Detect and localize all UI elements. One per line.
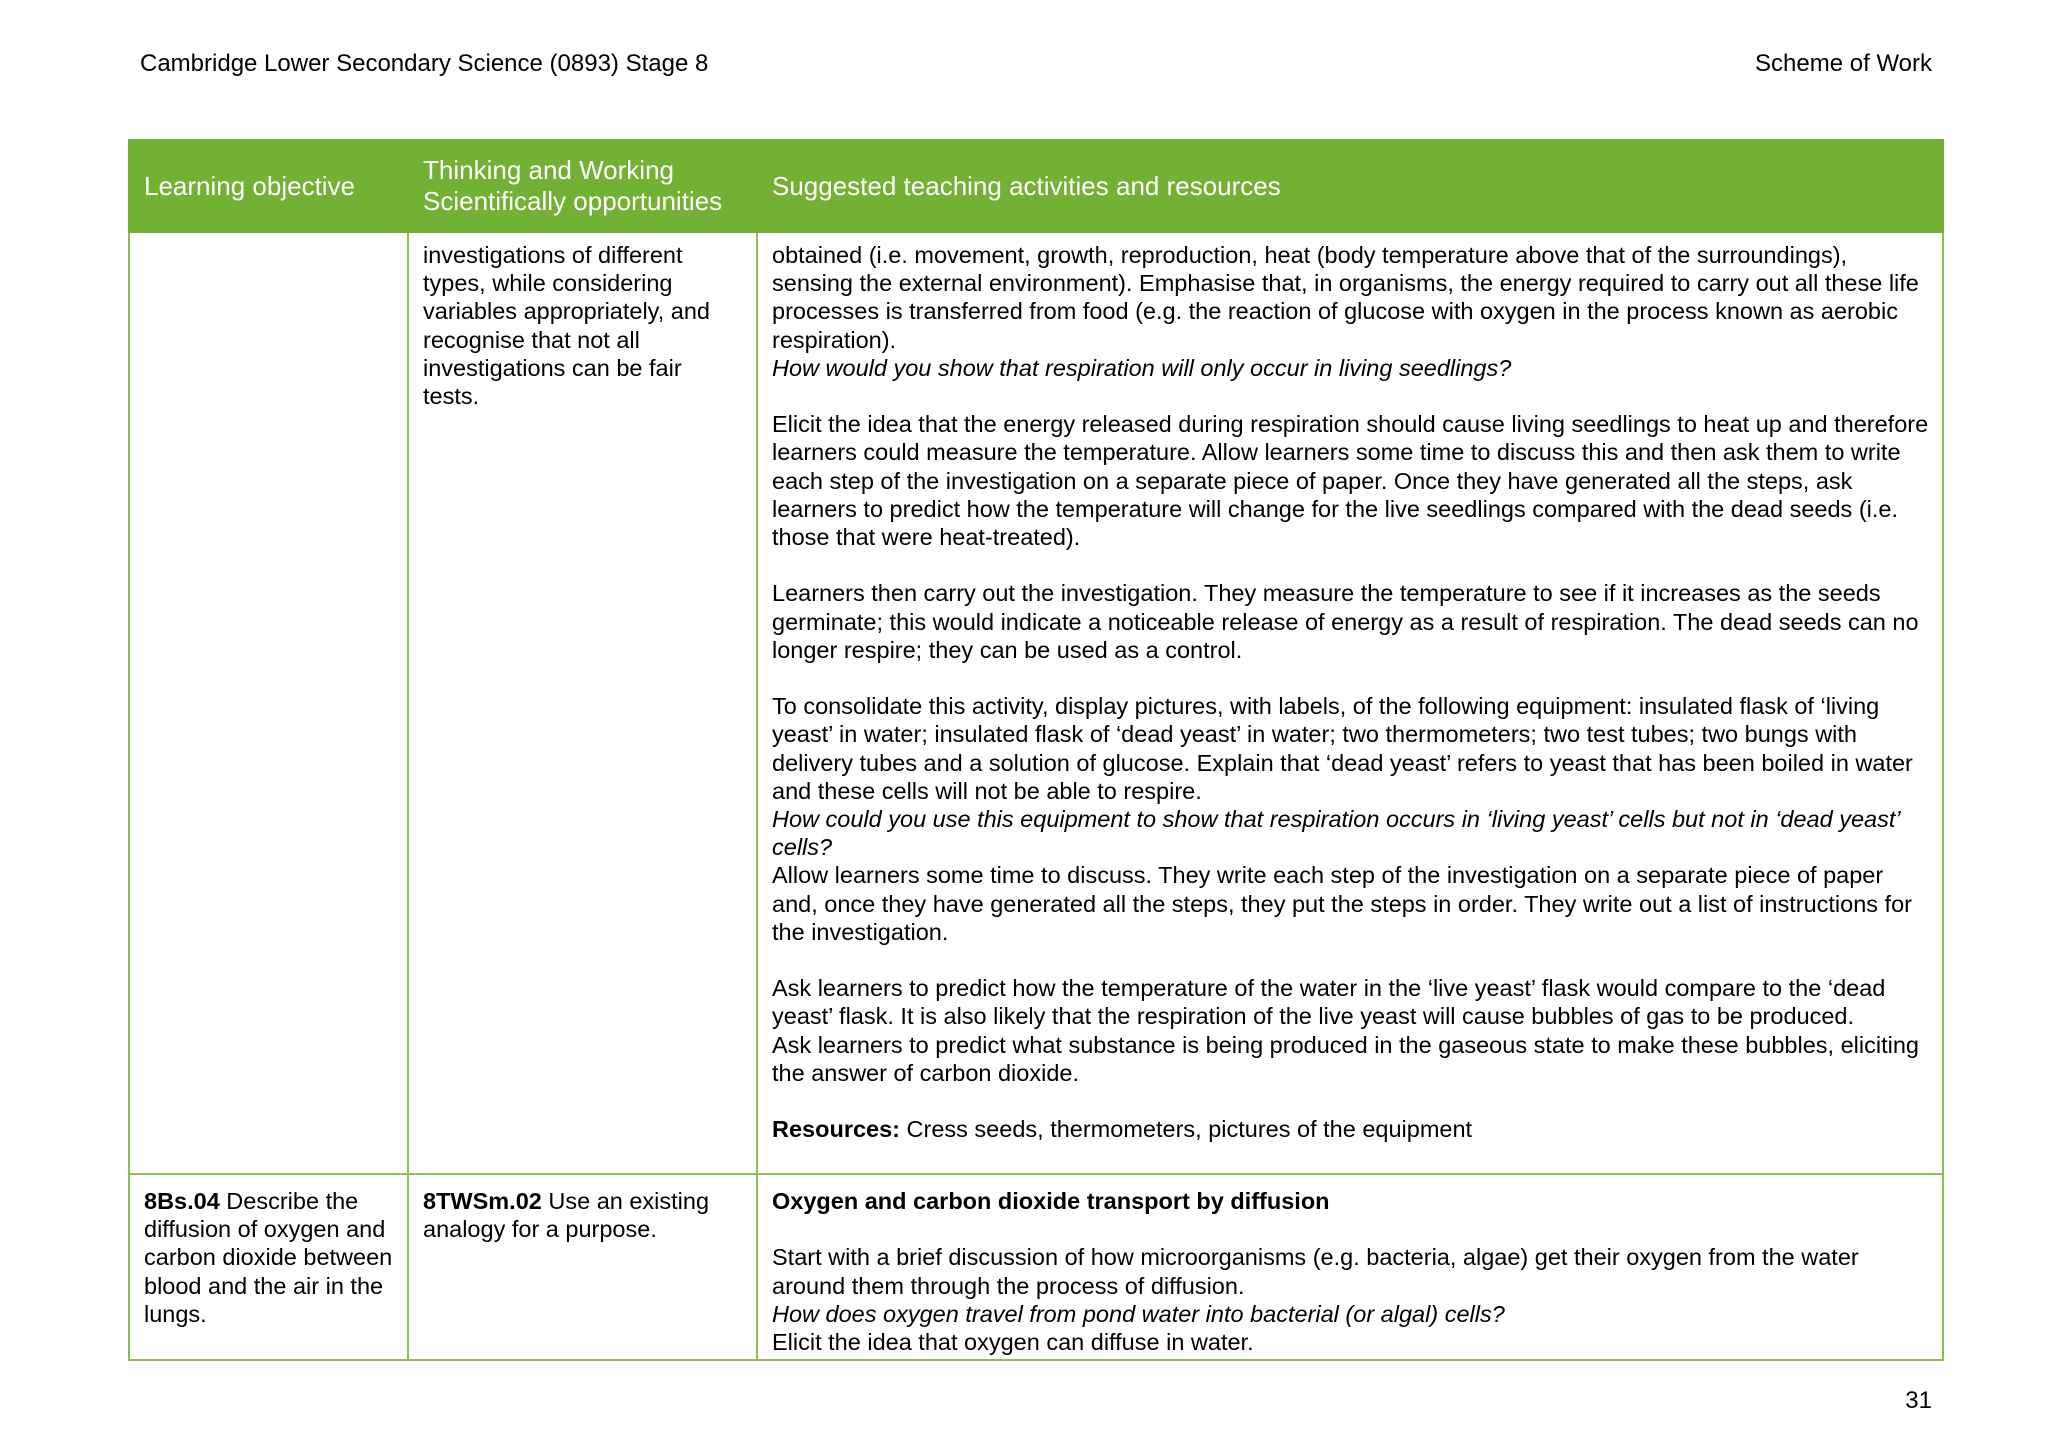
activities-cell: [757, 232, 1943, 1174]
table-header-row: [129, 140, 1943, 232]
learning-objective-cell: [129, 232, 408, 1174]
twso-cell: [408, 1174, 757, 1360]
learning-objective-text: Describe the diffusion of oxygen and carbon dioxide between blood and the air in the lungs.: [144, 1188, 393, 1327]
activity-paragraph: [772, 579, 1930, 664]
learning-objective-cell: [129, 1174, 408, 1360]
activity-text: obtained (i.e. movement, growth, reproduction, heat (body temperature above that of the surroundings), sensing the external environment). Emphasise that, in organisms, the energy required to carry out all these life processes is transferred from food (e.g. the reaction of glucose with oxygen in the process known as aerobic respiration).: [772, 242, 1919, 353]
activity-paragraph: [772, 410, 1930, 551]
twso-cell: [408, 232, 757, 1174]
key-question: How could you use this equipment to show that respiration occurs in ‘living yeast’ cells but not in ‘dead yeast’ cells?: [772, 806, 1900, 861]
activities-cell: [757, 1174, 1943, 1360]
column-header-learning-objective: Learning objective: [129, 140, 408, 232]
activity-text: Learners then carry out the investigation. They measure the temperature to see if it increases as the seeds germinate; this would indicate a noticeable release of energy as a result of respiration. The dead seeds can no longer respire; they can be used as a control.: [772, 580, 1919, 663]
activity-text: Ask learners to predict what substance is being produced in the gaseous state to make these bubbles, eliciting the answer of carbon dioxide.: [772, 1031, 1919, 1086]
activity-paragraph: [772, 692, 1930, 946]
page-number: 31: [1905, 1387, 1932, 1414]
activity-text: To consolidate this activity, display pictures, with labels, of the following equipment: insulated flask of ‘living yeast’ in water; insulated flask of ‘dead yeast’ in water; two thermometers; two test tubes; two bungs with delivery tubes and a solution of glucose. Explain that ‘dead yeast’ refers to yeast that has been boiled in water and these cells will not be able to respire.: [772, 693, 1913, 804]
document-type: Scheme of Work: [1755, 50, 1932, 77]
twso-text: Use an existing analogy for a purpose.: [423, 1188, 710, 1243]
activity-text: Elicit the idea that the energy released during respiration should cause living seedlings to heat up and therefore learners could measure the temperature. Allow learners some time to discuss this and then ask them to write each step of the investigation on a separate piece of paper. Once they have generated all the steps, ask learners to predict how the temperature will change for the live seedlings compared with the dead seeds (i.e. those that were heat-treated).: [772, 411, 1929, 551]
activity-paragraph: [772, 974, 1930, 1087]
key-question: How does oxygen travel from pond water into bacterial (or algal) cells?: [772, 1300, 1505, 1327]
twso-text: investigations of different types, while considering variables appropriately, and recognise that not all investigations can be fair tests.: [423, 242, 710, 410]
scheme-of-work-table: [128, 139, 1944, 1361]
table-row: [129, 1174, 1943, 1360]
resources-text: Cress seeds, thermometers, pictures of the equipment: [900, 1116, 1473, 1143]
column-header-activities: Suggested teaching activities and resources: [757, 140, 1943, 232]
activity-text: Elicit the idea that oxygen can diffuse in water.: [772, 1329, 1254, 1355]
page-header: [140, 48, 1932, 80]
learning-objective-code: 8Bs.04: [144, 1188, 220, 1214]
activity-paragraph: [772, 241, 1930, 382]
activity-heading: Oxygen and carbon dioxide transport by diffusion: [772, 1188, 1330, 1214]
column-header-twso: Thinking and Working Scientifically opportunities: [408, 140, 757, 232]
document-title: Cambridge Lower Secondary Science (0893) Stage 8: [140, 50, 709, 77]
activity-text: Allow learners some time to discuss. They write each step of the investigation on a separate piece of paper and, once they have generated all the steps, they put the steps in order. They write out a list of instructions for the investigation.: [772, 862, 1912, 945]
resources-label: Resources:: [772, 1116, 900, 1143]
activity-text: Ask learners to predict how the temperature of the water in the ‘live yeast’ flask would compare to the ‘dead yeast’ flask. It is also likely that the respiration of the live yeast will cause bubbles of gas to be produced.: [772, 975, 1886, 1030]
activity-text: Start with a brief discussion of how microorganisms (e.g. bacteria, algae) get their oxygen from the water around them through the process of diffusion.: [772, 1244, 1859, 1299]
table-row: [129, 232, 1943, 1174]
resources-line: [772, 1115, 1930, 1143]
activity-paragraph: [772, 1243, 1930, 1356]
twso-code: 8TWSm.02: [423, 1188, 542, 1214]
key-question: How would you show that respiration will only occur in living seedlings?: [772, 354, 1512, 381]
activity-heading-block: [772, 1187, 1930, 1215]
